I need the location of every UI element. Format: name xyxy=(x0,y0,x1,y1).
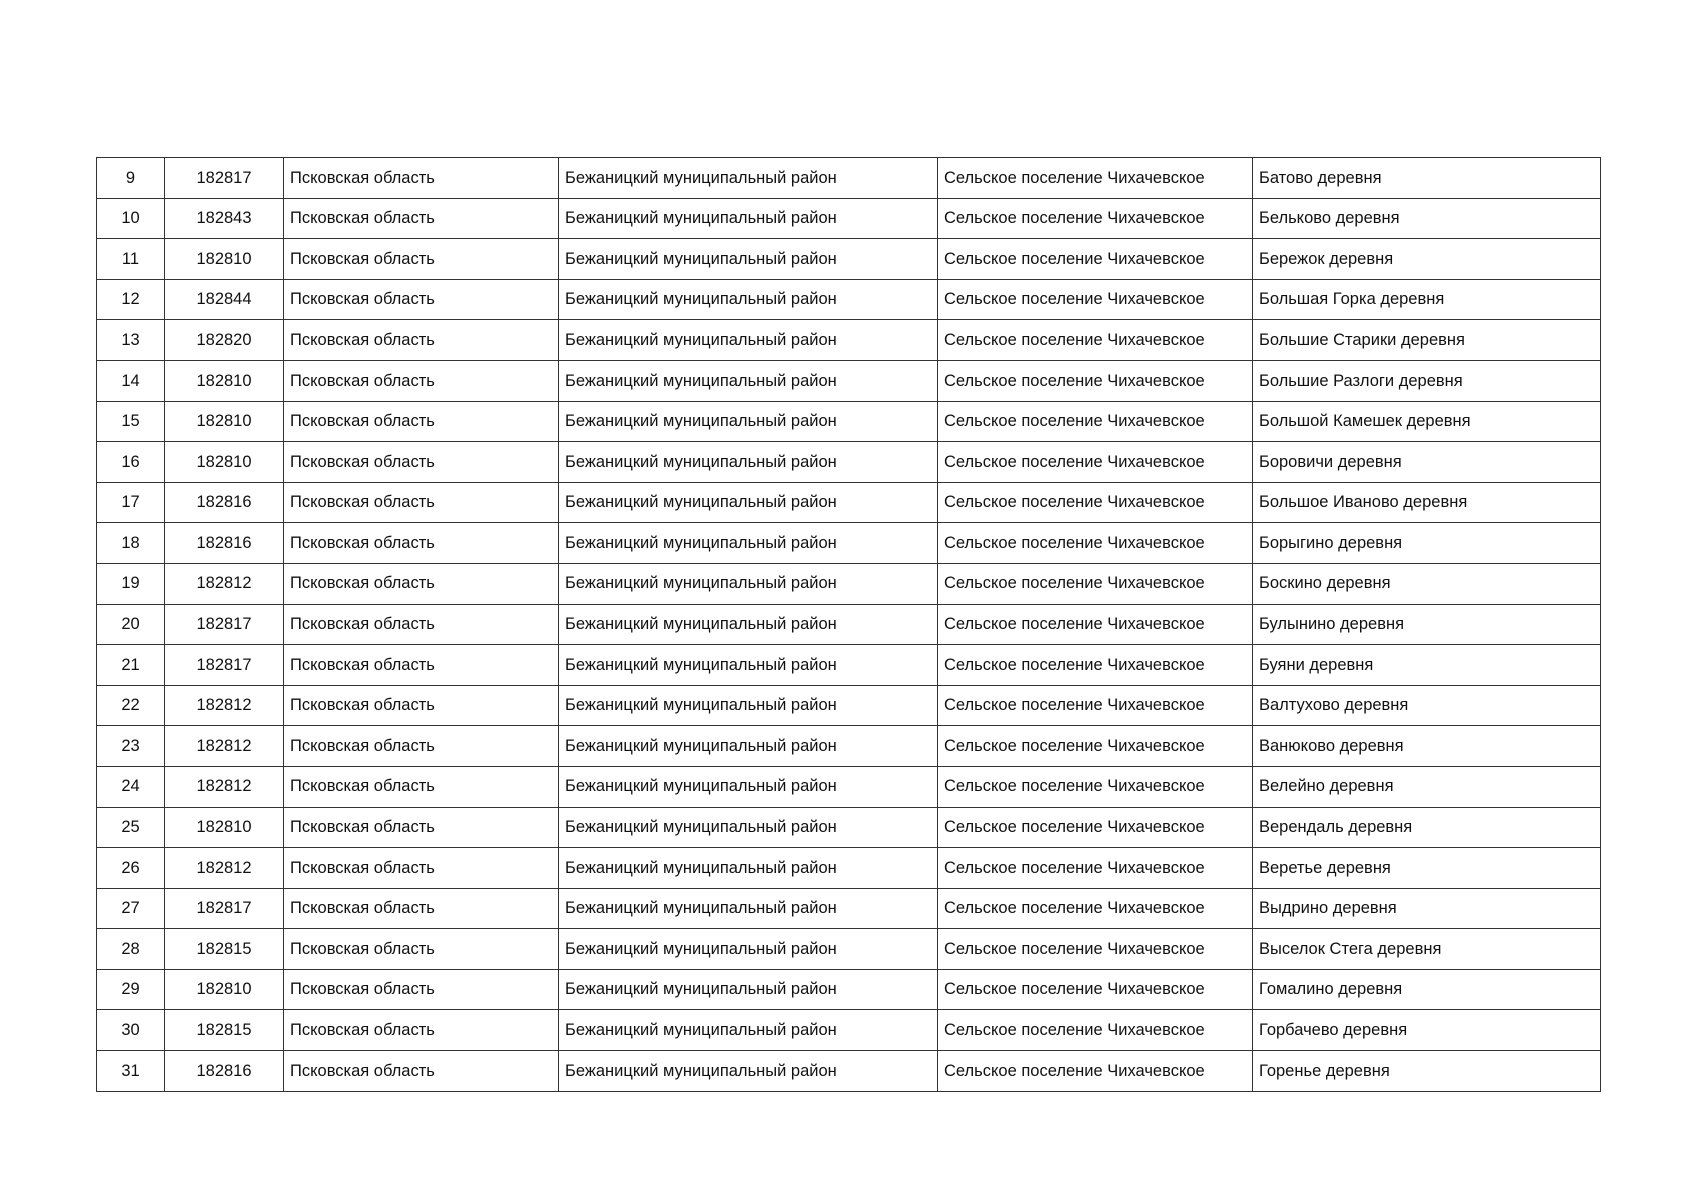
table-body xyxy=(97,158,1601,1092)
row-number-cell: 22 xyxy=(97,685,165,726)
postal-index-cell: 182812 xyxy=(165,766,284,807)
district-cell: Бежаницкий муниципальный район xyxy=(559,726,938,767)
district-cell: Бежаницкий муниципальный район xyxy=(559,807,938,848)
district-cell: Бежаницкий муниципальный район xyxy=(559,888,938,929)
locality-cell: Боровичи деревня xyxy=(1253,442,1601,483)
district-cell: Бежаницкий муниципальный район xyxy=(559,645,938,686)
locality-cell: Горенье деревня xyxy=(1253,1051,1601,1092)
district-cell: Бежаницкий муниципальный район xyxy=(559,848,938,889)
district-cell: Бежаницкий муниципальный район xyxy=(559,239,938,280)
settlement-cell: Сельское поселение Чихачевское xyxy=(938,685,1253,726)
table-row xyxy=(97,929,1601,970)
locality-cell: Батово деревня xyxy=(1253,158,1601,199)
locality-cell: Буяни деревня xyxy=(1253,645,1601,686)
region-cell: Псковская область xyxy=(284,482,559,523)
row-number-cell: 19 xyxy=(97,563,165,604)
postal-index-cell: 182812 xyxy=(165,726,284,767)
postal-index-cell: 182820 xyxy=(165,320,284,361)
region-cell: Псковская область xyxy=(284,320,559,361)
table-row xyxy=(97,685,1601,726)
table-row xyxy=(97,1051,1601,1092)
locality-cell: Бельково деревня xyxy=(1253,198,1601,239)
district-cell: Бежаницкий муниципальный район xyxy=(559,766,938,807)
row-number-cell: 11 xyxy=(97,239,165,280)
district-cell: Бежаницкий муниципальный район xyxy=(559,360,938,401)
district-cell: Бежаницкий муниципальный район xyxy=(559,279,938,320)
region-cell: Псковская область xyxy=(284,158,559,199)
locality-cell: Верендаль деревня xyxy=(1253,807,1601,848)
region-cell: Псковская область xyxy=(284,969,559,1010)
settlement-cell: Сельское поселение Чихачевское xyxy=(938,645,1253,686)
region-cell: Псковская область xyxy=(284,726,559,767)
region-cell: Псковская область xyxy=(284,563,559,604)
district-cell: Бежаницкий муниципальный район xyxy=(559,442,938,483)
row-number-cell: 17 xyxy=(97,482,165,523)
district-cell: Бежаницкий муниципальный район xyxy=(559,1010,938,1051)
settlement-cell: Сельское поселение Чихачевское xyxy=(938,807,1253,848)
locality-cell: Велейно деревня xyxy=(1253,766,1601,807)
region-cell: Псковская область xyxy=(284,888,559,929)
locality-cell: Гомалино деревня xyxy=(1253,969,1601,1010)
postal-index-cell: 182810 xyxy=(165,239,284,280)
settlement-cell: Сельское поселение Чихачевское xyxy=(938,320,1253,361)
region-cell: Псковская область xyxy=(284,279,559,320)
district-cell: Бежаницкий муниципальный район xyxy=(559,563,938,604)
locality-cell: Ванюково деревня xyxy=(1253,726,1601,767)
table-row xyxy=(97,482,1601,523)
row-number-cell: 15 xyxy=(97,401,165,442)
region-cell: Псковская область xyxy=(284,929,559,970)
table-row xyxy=(97,401,1601,442)
row-number-cell: 26 xyxy=(97,848,165,889)
region-cell: Псковская область xyxy=(284,401,559,442)
table-row xyxy=(97,563,1601,604)
locality-cell: Веретье деревня xyxy=(1253,848,1601,889)
table-row xyxy=(97,726,1601,767)
postal-index-cell: 182843 xyxy=(165,198,284,239)
table-row xyxy=(97,239,1601,280)
row-number-cell: 27 xyxy=(97,888,165,929)
postal-index-cell: 182817 xyxy=(165,645,284,686)
region-cell: Псковская область xyxy=(284,848,559,889)
locality-cell: Большие Разлоги деревня xyxy=(1253,360,1601,401)
district-cell: Бежаницкий муниципальный район xyxy=(559,482,938,523)
settlement-cell: Сельское поселение Чихачевское xyxy=(938,158,1253,199)
locality-cell: Булынино деревня xyxy=(1253,604,1601,645)
settlement-cell: Сельское поселение Чихачевское xyxy=(938,442,1253,483)
table-row xyxy=(97,888,1601,929)
region-cell: Псковская область xyxy=(284,1051,559,1092)
table-row xyxy=(97,848,1601,889)
settlement-cell: Сельское поселение Чихачевское xyxy=(938,279,1253,320)
district-cell: Бежаницкий муниципальный район xyxy=(559,401,938,442)
locality-cell: Выдрино деревня xyxy=(1253,888,1601,929)
region-cell: Псковская область xyxy=(284,766,559,807)
row-number-cell: 28 xyxy=(97,929,165,970)
settlement-cell: Сельское поселение Чихачевское xyxy=(938,482,1253,523)
postal-index-cell: 182816 xyxy=(165,523,284,564)
row-number-cell: 23 xyxy=(97,726,165,767)
postal-index-cell: 182815 xyxy=(165,1010,284,1051)
locality-cell: Большие Старики деревня xyxy=(1253,320,1601,361)
table-row xyxy=(97,320,1601,361)
row-number-cell: 29 xyxy=(97,969,165,1010)
table-row xyxy=(97,766,1601,807)
district-cell: Бежаницкий муниципальный район xyxy=(559,969,938,1010)
table-row xyxy=(97,523,1601,564)
region-cell: Псковская область xyxy=(284,685,559,726)
district-cell: Бежаницкий муниципальный район xyxy=(559,1051,938,1092)
row-number-cell: 31 xyxy=(97,1051,165,1092)
table-row xyxy=(97,442,1601,483)
district-cell: Бежаницкий муниципальный район xyxy=(559,158,938,199)
table-row xyxy=(97,198,1601,239)
region-cell: Псковская область xyxy=(284,1010,559,1051)
region-cell: Псковская область xyxy=(284,360,559,401)
settlement-cell: Сельское поселение Чихачевское xyxy=(938,563,1253,604)
locality-cell: Горбачево деревня xyxy=(1253,1010,1601,1051)
row-number-cell: 10 xyxy=(97,198,165,239)
postal-index-cell: 182810 xyxy=(165,360,284,401)
postal-index-cell: 182812 xyxy=(165,563,284,604)
postal-index-cell: 182816 xyxy=(165,1051,284,1092)
settlement-cell: Сельское поселение Чихачевское xyxy=(938,1051,1253,1092)
settlement-cell: Сельское поселение Чихачевское xyxy=(938,604,1253,645)
locality-cell: Большая Горка деревня xyxy=(1253,279,1601,320)
region-cell: Псковская область xyxy=(284,239,559,280)
table-row xyxy=(97,360,1601,401)
settlement-cell: Сельское поселение Чихачевское xyxy=(938,198,1253,239)
postal-index-cell: 182817 xyxy=(165,888,284,929)
district-cell: Бежаницкий муниципальный район xyxy=(559,198,938,239)
row-number-cell: 18 xyxy=(97,523,165,564)
settlement-cell: Сельское поселение Чихачевское xyxy=(938,1010,1253,1051)
settlement-cell: Сельское поселение Чихачевское xyxy=(938,401,1253,442)
table-row xyxy=(97,645,1601,686)
row-number-cell: 12 xyxy=(97,279,165,320)
district-cell: Бежаницкий муниципальный район xyxy=(559,523,938,564)
table-row xyxy=(97,969,1601,1010)
settlement-cell: Сельское поселение Чихачевское xyxy=(938,929,1253,970)
locality-cell: Боскино деревня xyxy=(1253,563,1601,604)
row-number-cell: 14 xyxy=(97,360,165,401)
postal-index-cell: 182816 xyxy=(165,482,284,523)
settlement-cell: Сельское поселение Чихачевское xyxy=(938,888,1253,929)
postal-index-cell: 182810 xyxy=(165,807,284,848)
postal-index-cell: 182817 xyxy=(165,158,284,199)
table-row xyxy=(97,1010,1601,1051)
region-cell: Псковская область xyxy=(284,604,559,645)
address-table xyxy=(96,157,1601,1092)
district-cell: Бежаницкий муниципальный район xyxy=(559,929,938,970)
row-number-cell: 9 xyxy=(97,158,165,199)
table-row xyxy=(97,158,1601,199)
locality-cell: Валтухово деревня xyxy=(1253,685,1601,726)
postal-index-cell: 182844 xyxy=(165,279,284,320)
settlement-cell: Сельское поселение Чихачевское xyxy=(938,239,1253,280)
region-cell: Псковская область xyxy=(284,807,559,848)
region-cell: Псковская область xyxy=(284,198,559,239)
table-row xyxy=(97,604,1601,645)
locality-cell: Борыгино деревня xyxy=(1253,523,1601,564)
district-cell: Бежаницкий муниципальный район xyxy=(559,320,938,361)
region-cell: Псковская область xyxy=(284,442,559,483)
district-cell: Бежаницкий муниципальный район xyxy=(559,685,938,726)
postal-index-cell: 182810 xyxy=(165,401,284,442)
settlement-cell: Сельское поселение Чихачевское xyxy=(938,969,1253,1010)
settlement-cell: Сельское поселение Чихачевское xyxy=(938,848,1253,889)
postal-index-cell: 182812 xyxy=(165,685,284,726)
row-number-cell: 16 xyxy=(97,442,165,483)
locality-cell: Выселок Стега деревня xyxy=(1253,929,1601,970)
locality-cell: Большой Камешек деревня xyxy=(1253,401,1601,442)
locality-cell: Бережок деревня xyxy=(1253,239,1601,280)
postal-index-cell: 182810 xyxy=(165,442,284,483)
region-cell: Псковская область xyxy=(284,645,559,686)
settlement-cell: Сельское поселение Чихачевское xyxy=(938,766,1253,807)
locality-cell: Большое Иваново деревня xyxy=(1253,482,1601,523)
row-number-cell: 24 xyxy=(97,766,165,807)
settlement-cell: Сельское поселение Чихачевское xyxy=(938,523,1253,564)
postal-index-cell: 182815 xyxy=(165,929,284,970)
table-row xyxy=(97,807,1601,848)
region-cell: Псковская область xyxy=(284,523,559,564)
row-number-cell: 25 xyxy=(97,807,165,848)
district-cell: Бежаницкий муниципальный район xyxy=(559,604,938,645)
postal-index-cell: 182817 xyxy=(165,604,284,645)
row-number-cell: 13 xyxy=(97,320,165,361)
postal-index-cell: 182812 xyxy=(165,848,284,889)
row-number-cell: 21 xyxy=(97,645,165,686)
table-row xyxy=(97,279,1601,320)
postal-index-cell: 182810 xyxy=(165,969,284,1010)
row-number-cell: 20 xyxy=(97,604,165,645)
settlement-cell: Сельское поселение Чихачевское xyxy=(938,360,1253,401)
settlement-cell: Сельское поселение Чихачевское xyxy=(938,726,1253,767)
row-number-cell: 30 xyxy=(97,1010,165,1051)
